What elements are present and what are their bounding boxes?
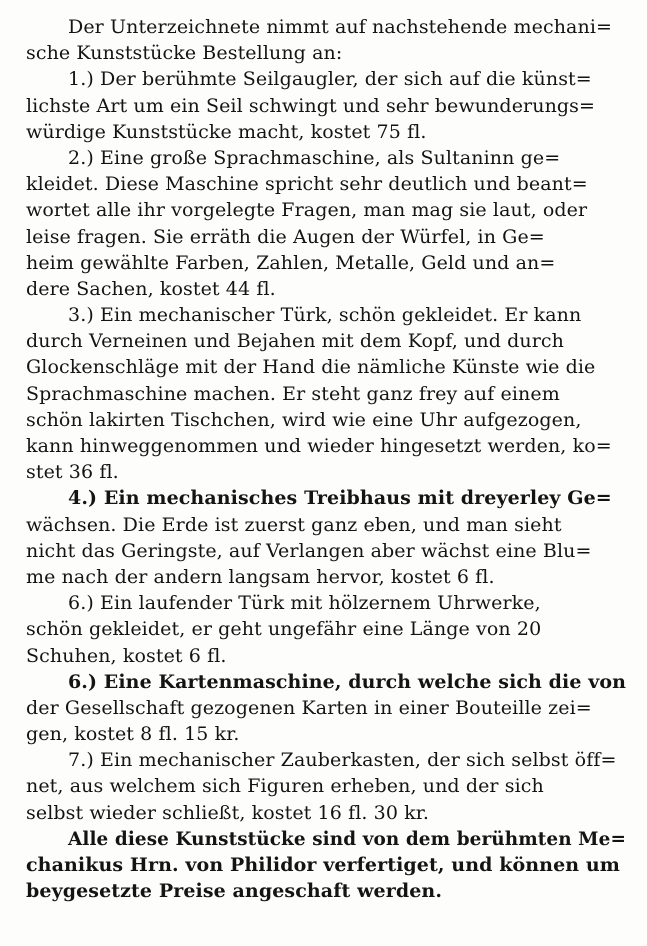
text-line: würdige Kunststücke macht, kostet 75 fl. <box>26 120 427 143</box>
text-line: Der Unterzeichnete nimmt auf nachstehende mechani= <box>68 16 613 38</box>
text-line: 1.) Der berühmte Seilgaugler, der sich auf die künst= <box>68 68 592 91</box>
text-line: 4.) Ein mechanisches Treibhaus mit dreyerley Ge= <box>68 487 612 510</box>
text-line: 6.) Eine Kartenmaschine, durch welche sich die von <box>68 670 627 693</box>
text-line: me nach der andern langsam hervor, kostet 6 fl. <box>26 565 495 588</box>
text-line: 2.) Eine große Sprachmaschine, als Sultaninn ge= <box>68 146 561 169</box>
text-line: 6.) Ein laufender Türk mit hölzernem Uhrwerke, <box>68 592 541 615</box>
text-line: gen, kostet 8 fl. 15 kr. <box>26 723 240 746</box>
text-line: kleidet. Diese Maschine spricht sehr deutlich und beant= <box>26 173 588 196</box>
text-line: nicht das Geringste, auf Verlangen aber wächst eine Blu= <box>26 539 592 562</box>
advertisement-text <box>26 14 626 904</box>
text-line: Sprachmaschine machen. Er steht ganz frey auf einem <box>26 382 560 405</box>
text-line: stet 36 fl. <box>26 461 119 484</box>
text-line: schön lakirten Tischchen, wird wie eine Uhr aufgezogen, <box>26 408 582 431</box>
text-line: 3.) Ein mechanischer Türk, schön gekleidet. Er kann <box>68 304 582 327</box>
text-line: schön gekleidet, er geht ungefähr eine Länge von 20 <box>26 618 542 641</box>
text-line: net, aus welchem sich Figuren erheben, und der sich <box>26 775 544 798</box>
text-line: selbst wieder schließt, kostet 16 fl. 30 kr. <box>26 801 430 824</box>
text-line: kann hinweggenommen und wieder hingesetzt werden, ko= <box>26 435 612 457</box>
text-line: wächsen. Die Erde ist zuerst ganz eben, und man sieht <box>26 513 562 536</box>
text-line: leise fragen. Sie erräth die Augen der Würfel, in Ge= <box>26 225 545 248</box>
text-line: 7.) Ein mechanischer Zauberkasten, der sich selbst öff= <box>68 749 617 772</box>
text-line: beygesetzte Preise angeschaft werden. <box>26 880 443 903</box>
text-line: sche Kunststücke Bestellung an: <box>26 42 343 65</box>
text-line: Glockenschläge mit der Hand die nämliche Künste wie die <box>26 356 596 379</box>
text-line: lichste Art um ein Seil schwingt und sehr bewunderungs= <box>26 94 596 117</box>
text-line: durch Verneinen und Bejahen mit dem Kopf, und durch <box>26 330 564 353</box>
text-line: Schuhen, kostet 6 fl. <box>26 644 227 667</box>
text-line: wortet alle ihr vorgelegte Fragen, man mag sie laut, oder <box>26 199 588 222</box>
text-line: dere Sachen, kostet 44 fl. <box>26 277 276 300</box>
text-line: der Gesellschaft gezogenen Karten in einer Bouteille zei= <box>26 696 592 719</box>
text-line: chanikus Hrn. von Philidor verfertiget, und können um <box>26 854 621 876</box>
text-line: Alle diese Kunststücke sind von dem berühmten Me= <box>68 827 626 850</box>
text-line: heim gewählte Farben, Zahlen, Metalle, Geld und an= <box>26 251 556 274</box>
